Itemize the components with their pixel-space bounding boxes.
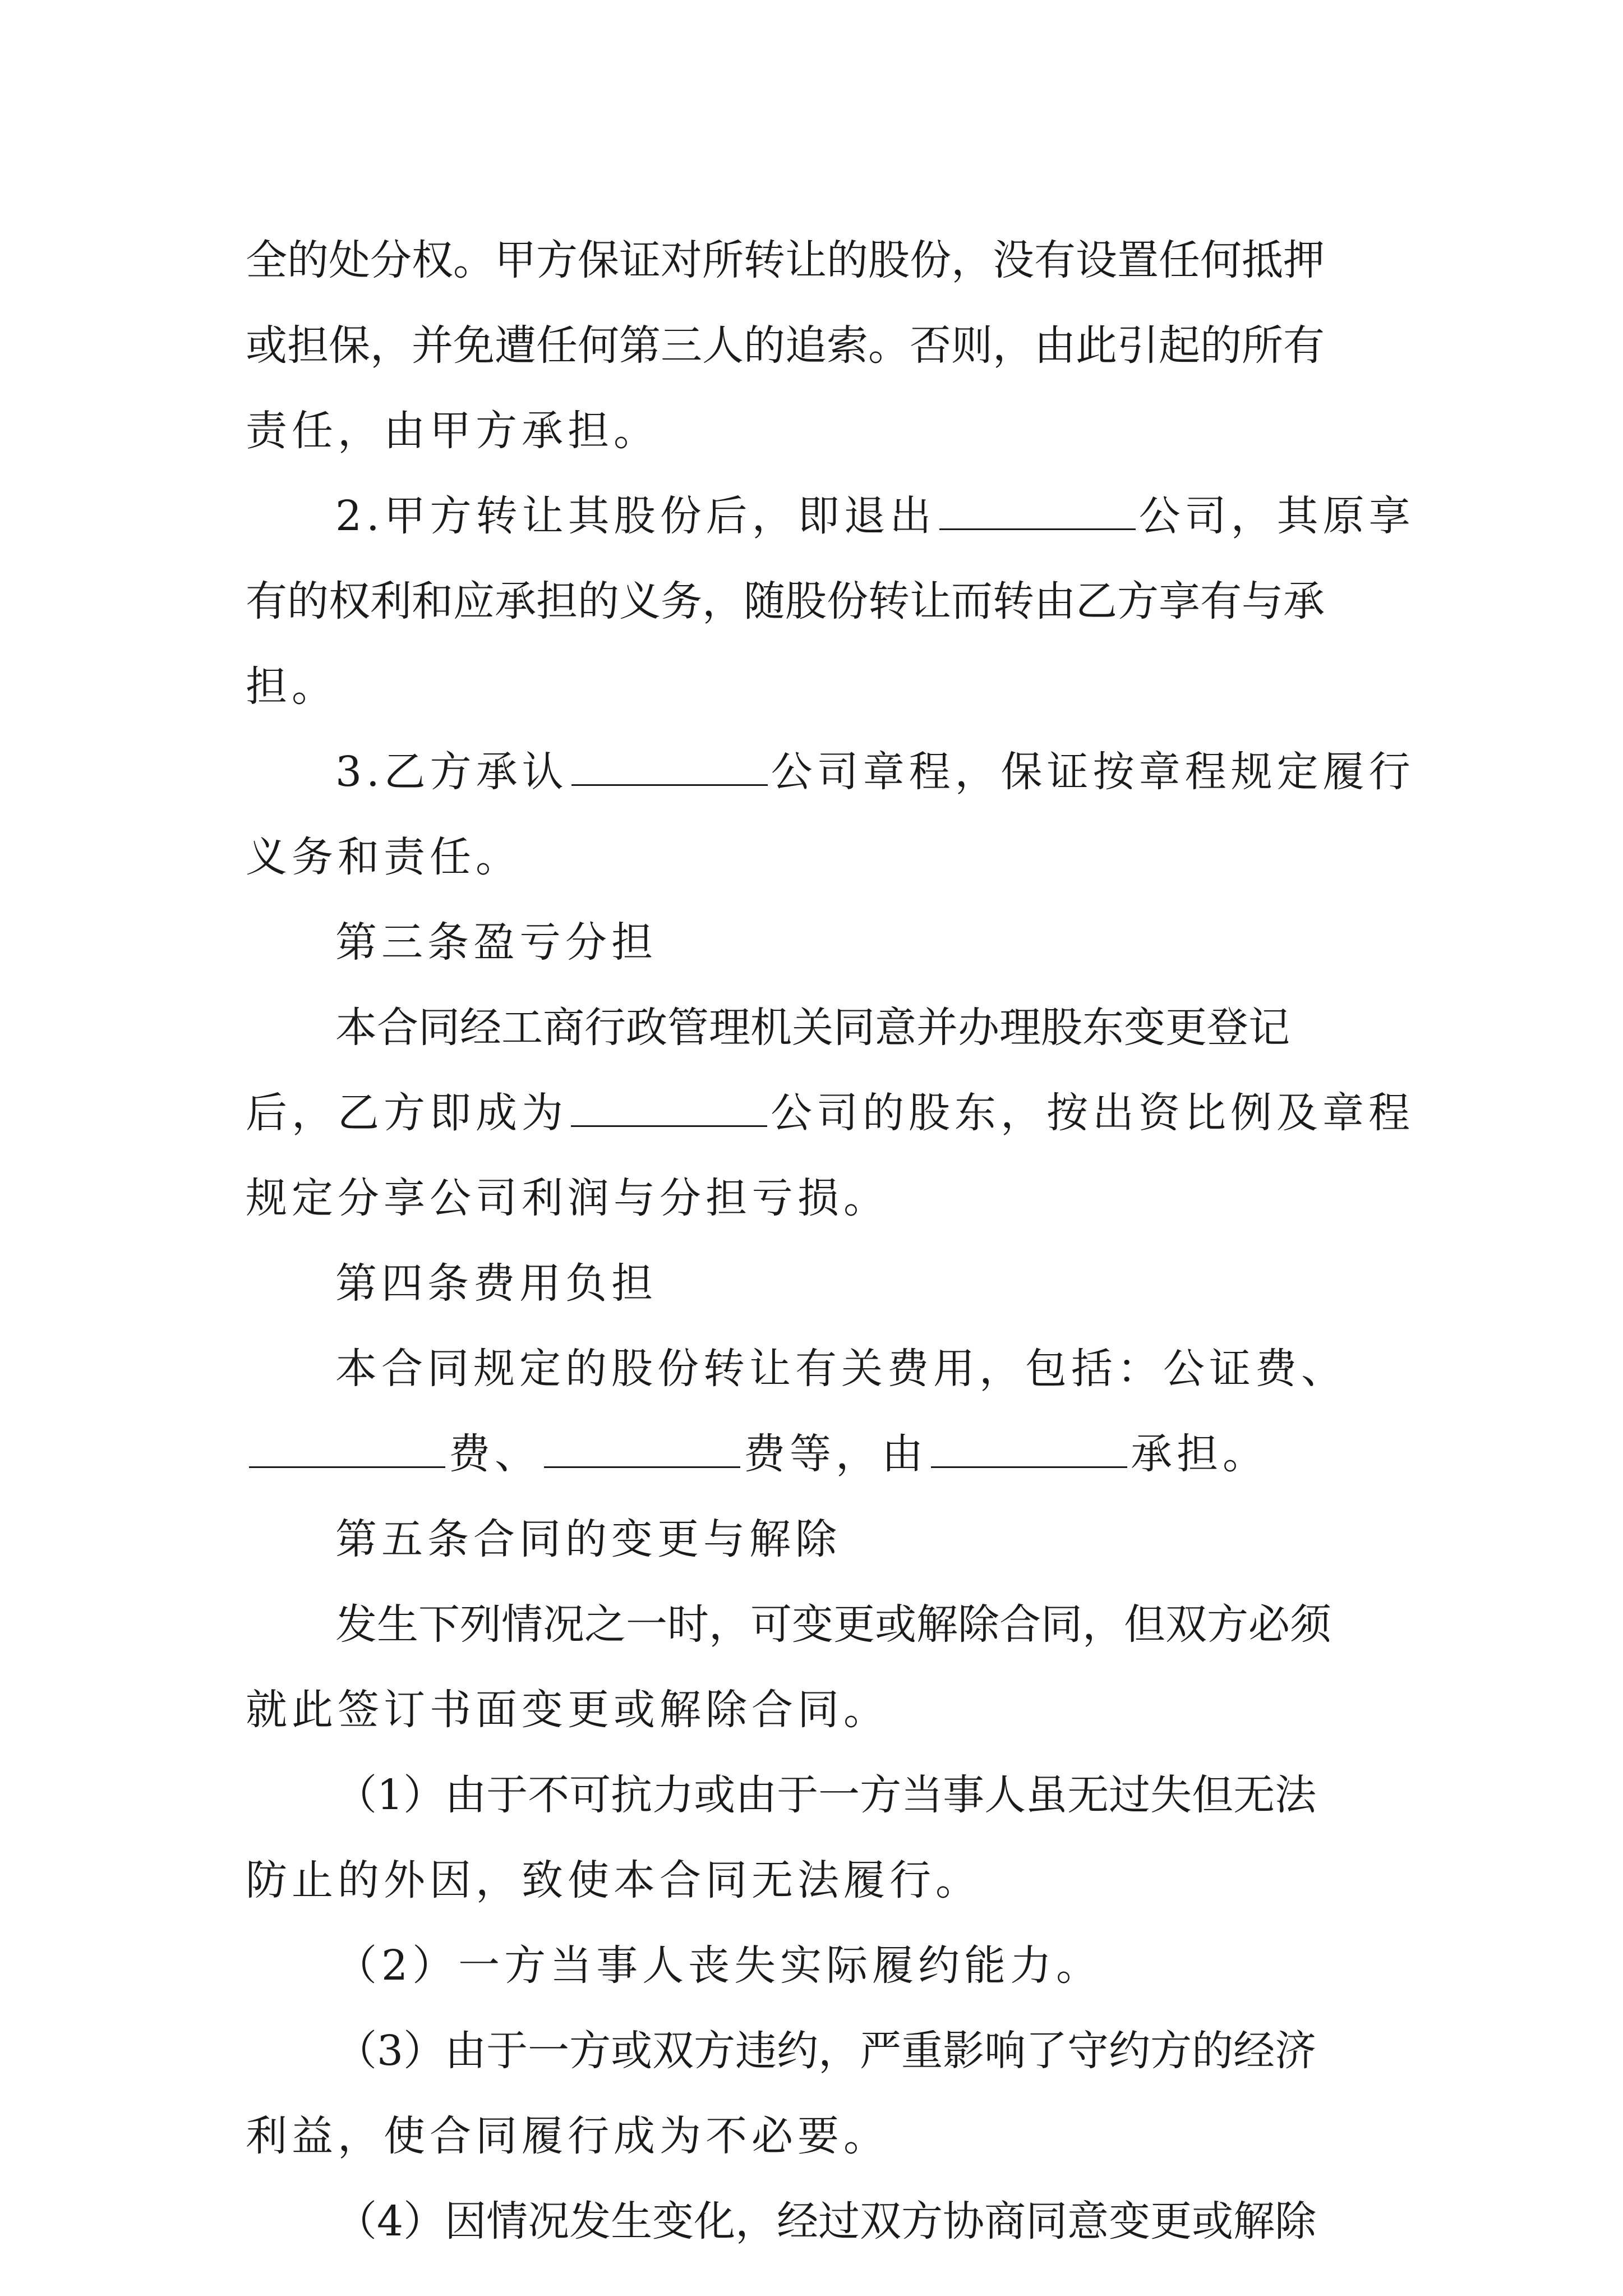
line-text: （4）因情况发生变化，经过双方协商同意变更或解除 bbox=[335, 2197, 1317, 2246]
paragraph-line bbox=[246, 1326, 1395, 1411]
paragraph-line bbox=[246, 559, 1395, 644]
line-text: 责任，由甲方承担。 bbox=[246, 407, 660, 455]
paragraph-line bbox=[246, 815, 1395, 900]
fill-in-blank[interactable] bbox=[939, 495, 1136, 530]
line-text: 承担。 bbox=[1131, 1430, 1269, 1478]
line-text: 有的权利和应承担的义务，随股份转让而转由乙方享有与承 bbox=[246, 577, 1325, 625]
line-text: 义务和责任。 bbox=[246, 833, 522, 881]
line-text: （2）一方当事人丧失实际履约能力。 bbox=[335, 1941, 1103, 1990]
section-heading bbox=[246, 900, 1395, 985]
list-item bbox=[246, 1923, 1395, 2008]
paragraph-line bbox=[246, 218, 1395, 303]
paragraph-line bbox=[246, 1156, 1395, 1241]
line-text: 公司章程，保证按章程规定履行 bbox=[771, 748, 1415, 796]
line-text: 公司的股东，按出资比例及章程 bbox=[771, 1089, 1414, 1137]
fee-blanks-line bbox=[246, 1411, 1395, 1497]
line-text: 发生下列情况之一时，可变更或解除合同，但双方必须 bbox=[335, 1600, 1331, 1649]
clause-3-line bbox=[246, 729, 1415, 815]
paragraph-line bbox=[246, 388, 1395, 473]
line-text: 全的处分权。甲方保证对所转让的股份，没有设置任何抵押 bbox=[246, 236, 1325, 284]
section-heading bbox=[246, 1497, 1395, 1582]
line-text: 费等，由 bbox=[744, 1430, 928, 1478]
line-text: 公司，其原享 bbox=[1138, 492, 1415, 540]
line-text: 本合同规定的股份转让有关费用，包括：公证费、 bbox=[335, 1345, 1347, 1393]
fill-in-blank[interactable] bbox=[571, 751, 768, 786]
line-text: 利益，使合同履行成为不必要。 bbox=[246, 2112, 889, 2160]
paragraph-line bbox=[246, 1838, 1395, 1923]
line-text: 规定分享公司利润与分担亏损。 bbox=[246, 1174, 889, 1222]
heading-text: 第四条费用负担 bbox=[335, 1259, 657, 1308]
paragraph-line bbox=[246, 985, 1395, 1070]
line-text: 后，乙方即成为 bbox=[246, 1089, 568, 1137]
line-text: 防止的外因，致使本合同无法履行。 bbox=[246, 1856, 981, 1904]
line-text: （1）由于不可抗力或由于一方当事人虽无过失但无法 bbox=[335, 1771, 1317, 1819]
line-text: 费、 bbox=[449, 1430, 541, 1478]
section-heading bbox=[246, 1241, 1395, 1326]
paragraph-line bbox=[246, 1582, 1395, 1667]
line-text: 或担保，并免遭任何第三人的追索。否则，由此引起的所有 bbox=[246, 321, 1325, 370]
line-text: 担。 bbox=[246, 662, 338, 711]
list-item bbox=[246, 2008, 1395, 2093]
paragraph-line bbox=[246, 644, 1395, 729]
list-item bbox=[246, 2179, 1395, 2264]
line-text: 3.乙方承认 bbox=[335, 748, 568, 796]
line-text: （3）由于一方或双方违约，严重影响了守约方的经济 bbox=[335, 2027, 1317, 2075]
paragraph-line bbox=[246, 2093, 1395, 2179]
document-page bbox=[246, 218, 1415, 2264]
paragraph-line bbox=[246, 1070, 1414, 1156]
fill-in-blank[interactable] bbox=[571, 1092, 767, 1127]
fill-in-blank[interactable] bbox=[931, 1433, 1127, 1468]
heading-text: 第三条盈亏分担 bbox=[335, 918, 657, 967]
paragraph-line bbox=[246, 303, 1395, 388]
heading-text: 第五条合同的变更与解除 bbox=[335, 1515, 841, 1563]
paragraph-line bbox=[246, 1667, 1395, 1752]
line-text: 就此签订书面变更或解除合同。 bbox=[246, 1686, 889, 1734]
line-text: 2.甲方转让其股份后，即退出 bbox=[335, 492, 936, 540]
fill-in-blank[interactable] bbox=[249, 1433, 445, 1468]
list-item bbox=[246, 1752, 1395, 1838]
clause-2-line bbox=[246, 473, 1415, 559]
line-text: 本合同经工商行政管理机关同意并办理股东变更登记 bbox=[335, 1004, 1290, 1052]
fill-in-blank[interactable] bbox=[544, 1433, 740, 1468]
